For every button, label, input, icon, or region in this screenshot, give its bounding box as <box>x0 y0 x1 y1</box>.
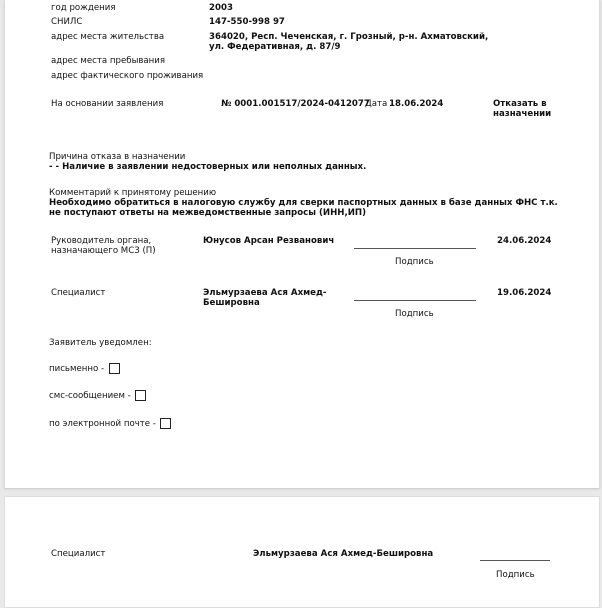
notify-sms-label: смс-сообщением - <box>49 391 131 401</box>
specialist-date: 19.06.2024 <box>497 288 552 298</box>
application-date-value: 18.06.2024 <box>389 99 444 109</box>
comment-label: Комментарий к принятому решению <box>49 188 217 198</box>
specialist-label: Специалист <box>51 288 106 298</box>
page2-specialist-label: Специалист <box>51 549 106 559</box>
comment-line2: не поступают ответы на межведомственные запросы (ИНН,ИП) <box>49 208 367 218</box>
specialist-name-line2: Бешировна <box>203 298 260 308</box>
document-page-1 <box>4 0 600 488</box>
refusal-value: - - Наличие в заявлении недостоверных или неполных данных. <box>49 162 367 172</box>
decision-line2: назначении <box>493 109 552 119</box>
birth-year-value: 2003 <box>209 3 233 13</box>
page2-signature-caption: Подпись <box>496 570 535 580</box>
specialist-signature-caption: Подпись <box>395 309 434 319</box>
residence-value-line2: ул. Федеративная, д. 87/9 <box>209 42 341 52</box>
birth-year-label: год рождения <box>51 3 116 13</box>
head-label-line2: назначающего МСЗ (П) <box>51 246 156 256</box>
head-signature-caption: Подпись <box>395 257 434 267</box>
page2-specialist-name: Эльмурзаева Ася Ахмед-Бешировна <box>253 549 434 559</box>
comment-line1: Необходимо обратиться в налоговую службу для сверки паспортных данных в базе данных ФНС т.к. <box>49 198 558 208</box>
residence-label: адрес места жительства <box>51 32 165 42</box>
refusal-label: Причина отказа в назначении <box>49 152 186 162</box>
application-date-label: Дата <box>365 99 388 109</box>
snils-label: СНИЛС <box>51 17 83 27</box>
head-label-line1: Руководитель органа, <box>51 236 152 246</box>
notify-written-checkbox[interactable] <box>109 363 120 374</box>
notify-email-label: по электронной почте - <box>49 419 156 429</box>
decision-line1: Отказать в <box>493 99 547 109</box>
notify-written-label: письменно - <box>49 364 105 374</box>
specialist-signature-line <box>354 300 476 301</box>
snils-value: 147-550-998 97 <box>209 17 285 27</box>
notification-title: Заявитель уведомлен: <box>49 338 152 348</box>
stay-address-label: адрес места пребывания <box>51 56 166 66</box>
head-name: Юнусов Арсан Резванович <box>203 236 335 246</box>
application-number: № 0001.001517/2024-0412077 <box>221 99 370 109</box>
application-label: На основании заявления <box>51 99 164 109</box>
head-date: 24.06.2024 <box>497 236 552 246</box>
document-page-2 <box>4 496 600 608</box>
page2-signature-line <box>480 560 550 561</box>
actual-address-label: адрес фактического проживания <box>51 71 204 81</box>
notify-sms-checkbox[interactable] <box>135 390 146 401</box>
specialist-name-line1: Эльмурзаева Ася Ахмед- <box>203 288 327 298</box>
head-signature-line <box>354 248 476 249</box>
notify-email-checkbox[interactable] <box>160 418 171 429</box>
residence-value-line1: 364020, Респ. Чеченская, г. Грозный, р-н. Ахматовский, <box>209 32 489 42</box>
